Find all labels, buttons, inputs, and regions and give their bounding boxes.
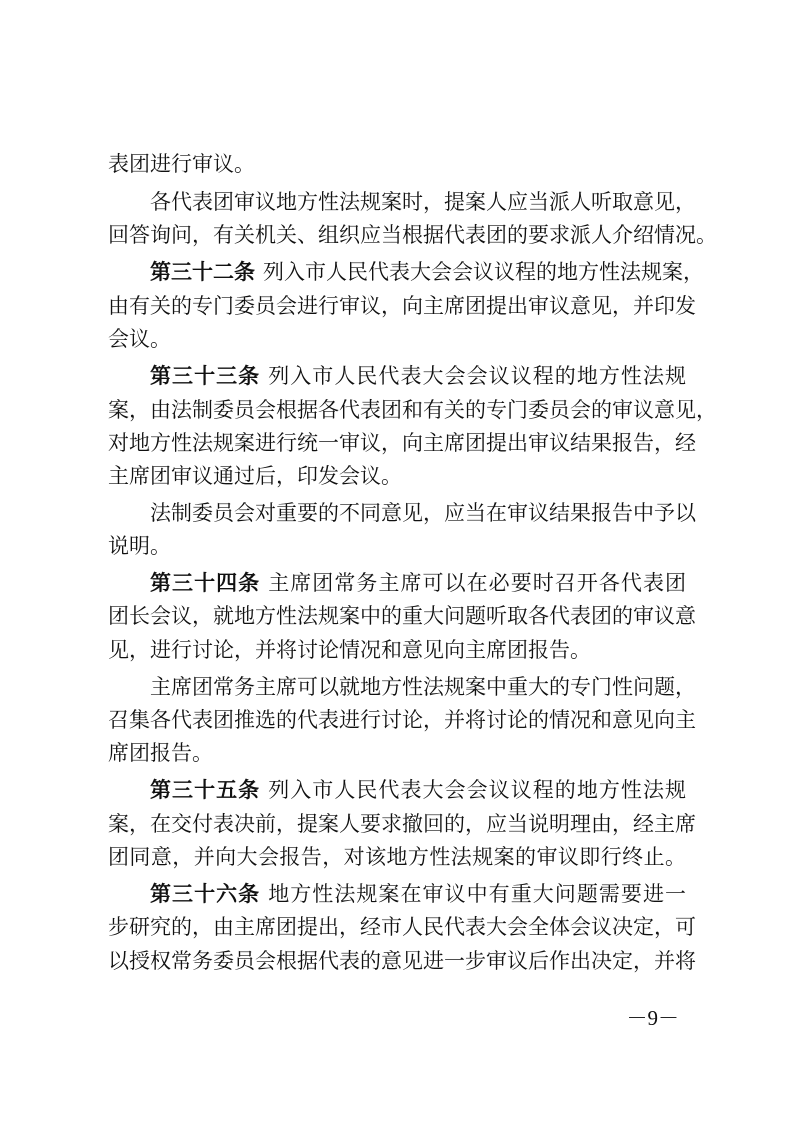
- article-line: [150, 258, 704, 286]
- line-text: 列入市人民代表大会会议议程的地方性法规: [268, 778, 686, 802]
- line-text: 以授权常务委员会根据代表的意见进一步审议后作出决定，并将: [108, 949, 696, 973]
- text-line: [108, 292, 696, 320]
- text-line: [108, 947, 696, 975]
- line-text: 案，由法制委员会根据各代表团和有关的专门委员会的审议意见，: [108, 398, 717, 422]
- line-text: 主席团常务主席可以在必要时召开各代表团: [268, 571, 686, 595]
- text-line: [108, 913, 696, 941]
- text-line: [108, 602, 696, 630]
- line-text: 主席团审议通过后，印发会议。: [108, 464, 402, 488]
- text-line: [108, 843, 686, 871]
- line-text: 召集各代表团推选的代表进行讨论，并将讨论的情况和意见向主: [108, 708, 696, 732]
- line-text: 席团报告。: [108, 741, 213, 765]
- line-text: 团同意，并向大会报告，对该地方性法规案的审议即行终止。: [108, 845, 686, 869]
- text-line: [108, 706, 696, 734]
- text-line: [108, 462, 402, 490]
- line-text: 主席团常务主席可以就地方性法规案中重大的专门性问题，: [150, 675, 696, 699]
- line-text: 见，进行讨论，并将讨论情况和意见向主席团报告。: [108, 638, 591, 662]
- line-text: 列入市人民代表大会会议议程的地方性法规: [268, 364, 686, 388]
- line-text: 地方性法规案在审议中有重大问题需要进一: [268, 882, 686, 906]
- page-number: －9－: [626, 1006, 679, 1030]
- article-line: [150, 569, 686, 597]
- line-text: 各代表团审议地方性法规案时，提案人应当派人听取意见，: [150, 190, 696, 214]
- text-line: [150, 673, 696, 701]
- text-line: [108, 810, 696, 838]
- line-text: 案，在交付表决前，提案人要求撤回的，应当说明理由，经主席: [108, 812, 696, 836]
- line-text: 会议。: [108, 327, 171, 351]
- text-line: [108, 532, 171, 560]
- text-line: [108, 636, 591, 664]
- line-text: 团长会议，就地方性法规案中的重大问题听取各代表团的审议意: [108, 604, 696, 628]
- article-line: [150, 776, 686, 804]
- article-line: [150, 362, 686, 390]
- line-text: 步研究的，由主席团提出，经市人民代表大会全体会议决定，可: [108, 915, 696, 939]
- line-text: 表团进行审议。: [108, 152, 255, 176]
- line-text: 说明。: [108, 534, 171, 558]
- line-text: 回答询问，有关机关、组织应当根据代表团的要求派人介绍情况。: [108, 223, 717, 247]
- text-line: [108, 429, 696, 457]
- article-line: [150, 880, 686, 908]
- text-line: [150, 188, 696, 216]
- article-number: 第三十三条: [150, 364, 261, 388]
- line-text: 对地方性法规案进行统一审议，向主席团提出审议结果报告，经: [108, 431, 696, 455]
- article-number: 第三十五条: [150, 778, 261, 802]
- line-text: 由有关的专门委员会进行审议，向主席团提出审议意见，并印发: [108, 294, 696, 318]
- text-line: [150, 499, 696, 527]
- article-number: 第三十二条: [150, 260, 255, 284]
- article-number: 第三十六条: [150, 882, 261, 906]
- line-text: 法制委员会对重要的不同意见，应当在审议结果报告中予以: [150, 501, 696, 525]
- text-line: [108, 150, 255, 178]
- text-line: [108, 396, 717, 424]
- text-line: [108, 739, 213, 767]
- text-line: [108, 221, 717, 249]
- line-text: 列入市人民代表大会会议议程的地方性法规案，: [263, 260, 704, 284]
- article-number: 第三十四条: [150, 571, 261, 595]
- text-line: [108, 325, 171, 353]
